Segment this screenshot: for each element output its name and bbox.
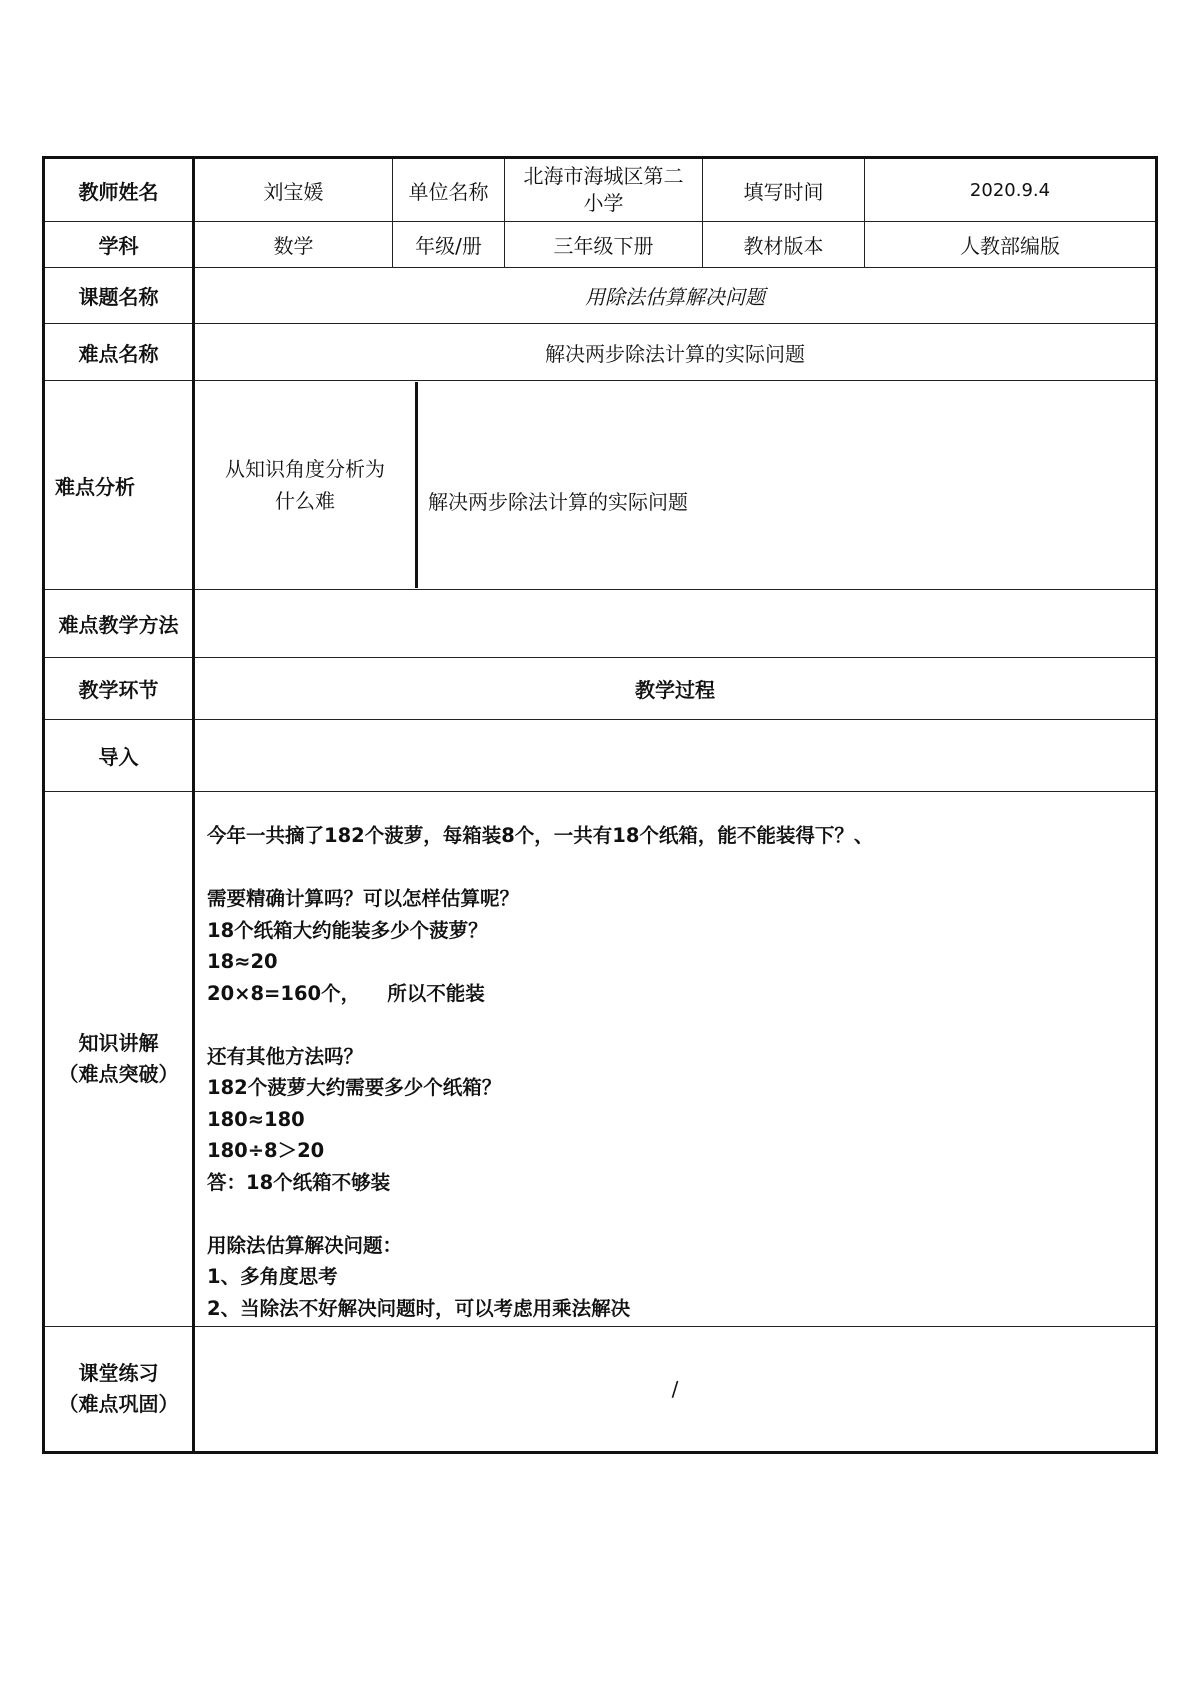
- lesson-form-table: [42, 156, 1158, 1454]
- analysis-label: 难点分析: [44, 381, 194, 590]
- lecture-line: 20×8=160个， 所以不能装: [207, 981, 485, 1005]
- date-value: 2020.9.4: [865, 158, 1157, 222]
- method-value: [194, 590, 1157, 658]
- lecture-line: 需要精确计算吗？可以怎样估算呢？: [207, 887, 520, 910]
- topic-value: 用除法估算解决问题: [194, 268, 1157, 324]
- difficulty-value: 解决两步除法计算的实际问题: [194, 324, 1157, 381]
- analysis-cell: [194, 381, 1157, 590]
- grade-label: 年级/册: [393, 222, 505, 268]
- edition-label: 教材版本: [703, 222, 865, 268]
- practice-label-line1: 课堂练习: [78, 1361, 159, 1385]
- lecture-line: 180≈180: [207, 1107, 305, 1131]
- practice-value: /: [194, 1327, 1157, 1453]
- lecture-line: 答：18个纸箱不够装: [207, 1170, 391, 1194]
- lecture-line: 2、当除法不好解决问题时，可以考虑用乘法解决: [207, 1296, 631, 1320]
- row-intro: [44, 720, 1157, 792]
- row-topic: [44, 268, 1157, 324]
- intro-label: 导入: [44, 720, 194, 792]
- row-method: [44, 590, 1157, 658]
- analysis-split: [195, 382, 1155, 588]
- analysis-why: [195, 382, 418, 588]
- lecture-content: [203, 792, 1147, 1324]
- date-label: 填写时间: [703, 158, 865, 222]
- edition-value: 人教部编版: [865, 222, 1157, 268]
- row-process-header: [44, 658, 1157, 720]
- unit-label: 单位名称: [393, 158, 505, 222]
- lecture-line: 还有其他方法吗？: [207, 1044, 364, 1068]
- row-analysis: [44, 381, 1157, 590]
- practice-label-line2: （难点巩固）: [58, 1392, 179, 1416]
- subject-label: 学科: [44, 222, 194, 268]
- lecture-label-line1: 知识讲解: [78, 1031, 159, 1055]
- process-value: 教学过程: [194, 658, 1157, 720]
- lecture-line: 用除法估算解决问题：: [207, 1233, 403, 1257]
- lecture-line: 18≈20: [207, 950, 278, 973]
- difficulty-label: 难点名称: [44, 324, 194, 381]
- unit-value-line1: 北海市海城区第二: [523, 164, 684, 188]
- row-difficulty: [44, 324, 1157, 381]
- lecture-line: 182个菠萝大约需要多少个纸箱？: [207, 1076, 502, 1099]
- subject-value: 数学: [194, 222, 393, 268]
- lecture-line: 180÷8＞20: [207, 1139, 325, 1162]
- teacher-value: 刘宝媛: [194, 158, 393, 222]
- lecture-line: 1、多角度思考: [207, 1265, 338, 1288]
- row-lecture: [44, 792, 1157, 1327]
- method-label: 难点教学方法: [44, 590, 194, 658]
- practice-label: [44, 1327, 194, 1453]
- lecture-content-cell: [194, 792, 1157, 1327]
- topic-label: 课题名称: [44, 268, 194, 324]
- intro-value: [194, 720, 1157, 792]
- unit-value: [505, 158, 703, 222]
- teacher-label: 教师姓名: [44, 158, 194, 222]
- process-label: 教学环节: [44, 658, 194, 720]
- lecture-blank-line: [207, 852, 1143, 884]
- lecture-blank-line: [207, 1198, 1143, 1230]
- analysis-why-line2: 什么难: [275, 489, 335, 513]
- row-subject: [44, 222, 1157, 268]
- lecture-line: 今年一共摘了182个菠萝，每箱装8个，一共有18个纸箱，能不能装得下？、: [207, 824, 874, 847]
- row-practice: [44, 1327, 1157, 1453]
- analysis-why-line1: 从知识角度分析为: [225, 457, 385, 481]
- analysis-answer: 解决两步除法计算的实际问题: [428, 489, 688, 514]
- unit-value-line2: 小学: [583, 191, 624, 215]
- lecture-label-line2: （难点突破）: [58, 1062, 179, 1086]
- lecture-label: [44, 792, 194, 1327]
- lecture-line: 18个纸箱大约能装多少个菠萝？: [207, 918, 488, 942]
- lecture-blank-line: [207, 1009, 1143, 1041]
- grade-value: 三年级下册: [505, 222, 703, 268]
- row-teacher: [44, 158, 1157, 222]
